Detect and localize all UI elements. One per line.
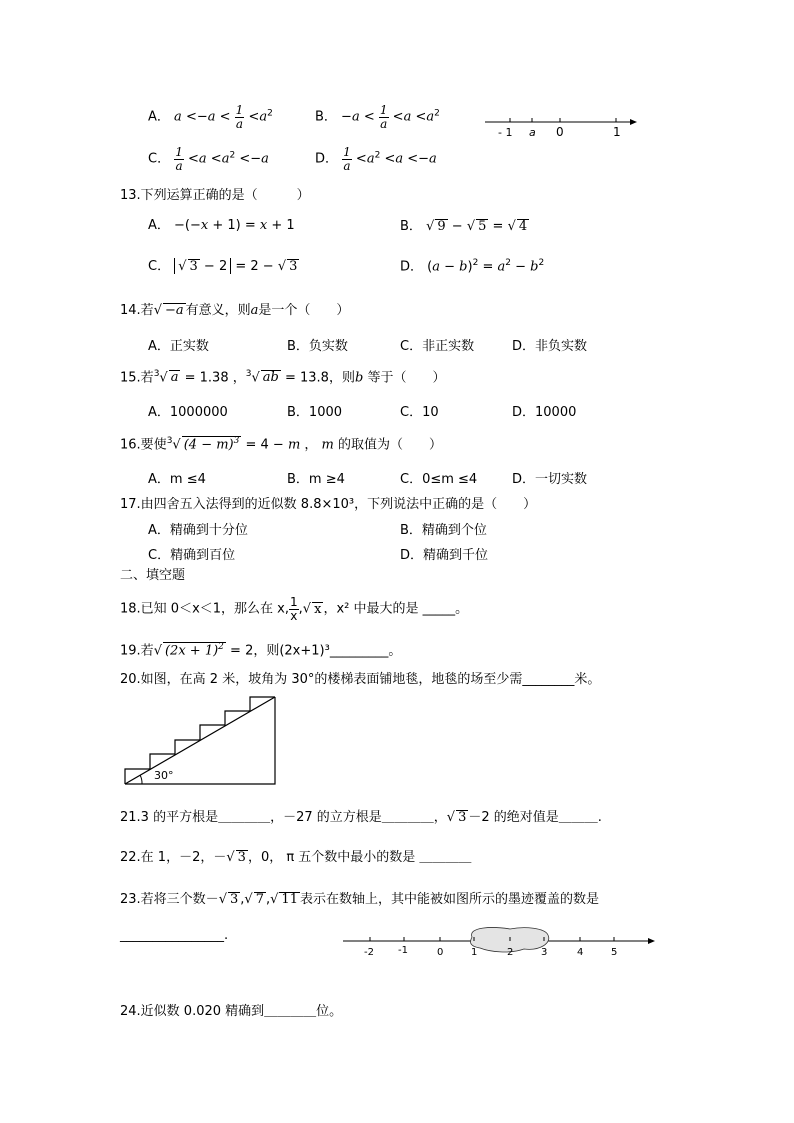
q21-stem: 21.3 的平方根是＿＿＿＿，－27 的立方根是＿＿＿＿，√ 3 －2 的绝对值是＿＿＿. (120, 810, 602, 825)
q23-answer-blank: ________________. (120, 928, 229, 943)
numberline-label-0: 0 (556, 125, 564, 139)
q14-option-b: B．负实数 (287, 339, 348, 354)
q13-option-b: B． √ 9 − √ 5 = √ 4 (400, 219, 528, 234)
q17-option-c: C．精确到百位 (148, 548, 236, 563)
q16-option-b: B．m ≥4 (287, 472, 345, 487)
numberline-label-a: a (529, 126, 536, 139)
q15-option-c: C．10 (400, 405, 439, 420)
q15-option-a: A．1000000 (148, 405, 228, 420)
tick-label: 4 (577, 947, 584, 958)
q16-option-a: A．m ≤4 (148, 472, 206, 487)
q12-option-a: A． a <−a < $\frac{1}{a}$ $<a^2$ (148, 103, 273, 131)
q16-option-d: D．一切实数 (512, 472, 588, 487)
q12-option-d: D． $\frac{1}{a}$ $<a^2 <a <-a$ (315, 145, 437, 173)
q15-option-b: B．1000 (287, 405, 343, 420)
tick-label: -2 (364, 947, 374, 958)
q20-stem: 20.如图，在高 2 米，坡角为 30°的楼梯表面铺地毯，地毯的场至少需________米。 (120, 672, 601, 687)
q17-option-a: A．精确到十分位 (148, 523, 248, 538)
q23-number-line (340, 925, 660, 961)
q14-stem: 14.若√ −a 有意义，则a是一个（ ） (120, 303, 350, 318)
stairs-diagram (120, 692, 285, 792)
q14-option-c: C．非正实数 (400, 339, 475, 354)
q23-stem: 23.若将三个数－√ 3 ,√ 7 ,√ 11 表示在数轴上，其中能被如图所示的墨迹覆盖的数是 (120, 892, 599, 907)
q13-option-d: D． $(a - b)^2 = a^2 - b^2$ (400, 258, 545, 275)
numberline-label-1: 1 (613, 125, 621, 139)
q24-stem: 24.近似数 0.020 精确到＿＿＿＿位。 (120, 1004, 343, 1019)
q13-option-c: C． √ 3 − 2 = 2 − √ 3 (148, 259, 298, 274)
q16-option-c: C．0≤m ≤4 (400, 472, 478, 487)
q14-option-d: D．非负实数 (512, 339, 588, 354)
tick-label: 5 (611, 947, 618, 958)
q15-option-d: D．10000 (512, 405, 577, 420)
tick-label: 3 (541, 947, 548, 958)
q12-option-c: C． $\frac{1}{a}$ $<a <a^2 <-a$ (148, 145, 269, 173)
q13-stem: 13.下列运算正确的是（ ） (120, 188, 310, 203)
tick-label: -1 (398, 945, 408, 956)
tick-label: 0 (437, 947, 444, 958)
tick-label: 1 (471, 947, 478, 958)
tick-label: 2 (507, 947, 514, 958)
q19-stem: 19.若√ $(2x + 1)^2 = 2$，则(2x+1)³_________。 (120, 642, 402, 659)
section-title: 二、填空题 (120, 568, 186, 583)
q12-number-line (480, 112, 640, 142)
angle-label: 30° (154, 769, 174, 782)
q15-stem: 15.若$^3$√ a = 1.38 ，$^3$√ ab = 13.8，则b 等于（ ） (120, 369, 446, 386)
numberline-label-neg1: - 1 (498, 126, 513, 139)
q13-option-a: A． −(−x + 1) = x + 1 (148, 218, 295, 233)
q12-option-b: B． −a < $\frac{1}{a}$ $<a <a^2$ (315, 103, 440, 131)
q18-stem: 18.已知 0＜x＜1，那么在 x, $\frac{1}{x}$ ,√ x ，x² 中最大的是 _____。 (120, 595, 469, 623)
q17-option-b: B．精确到个位 (400, 523, 487, 538)
q14-option-a: A．正实数 (148, 339, 209, 354)
q22-stem: 22.在 1，－2，－√ 3 ，0， π 五个数中最小的数是 ＿＿＿＿ (120, 850, 472, 865)
q16-stem: 16.要使$^3$√ $(4 - m)^3 = 4 - m$ ， m 的取值为（ ） (120, 436, 443, 453)
q17-stem: 17.由四舍五入法得到的近似数 8.8×10³，下列说法中正确的是（ ） (120, 497, 537, 512)
q17-option-d: D．精确到千位 (400, 548, 489, 563)
